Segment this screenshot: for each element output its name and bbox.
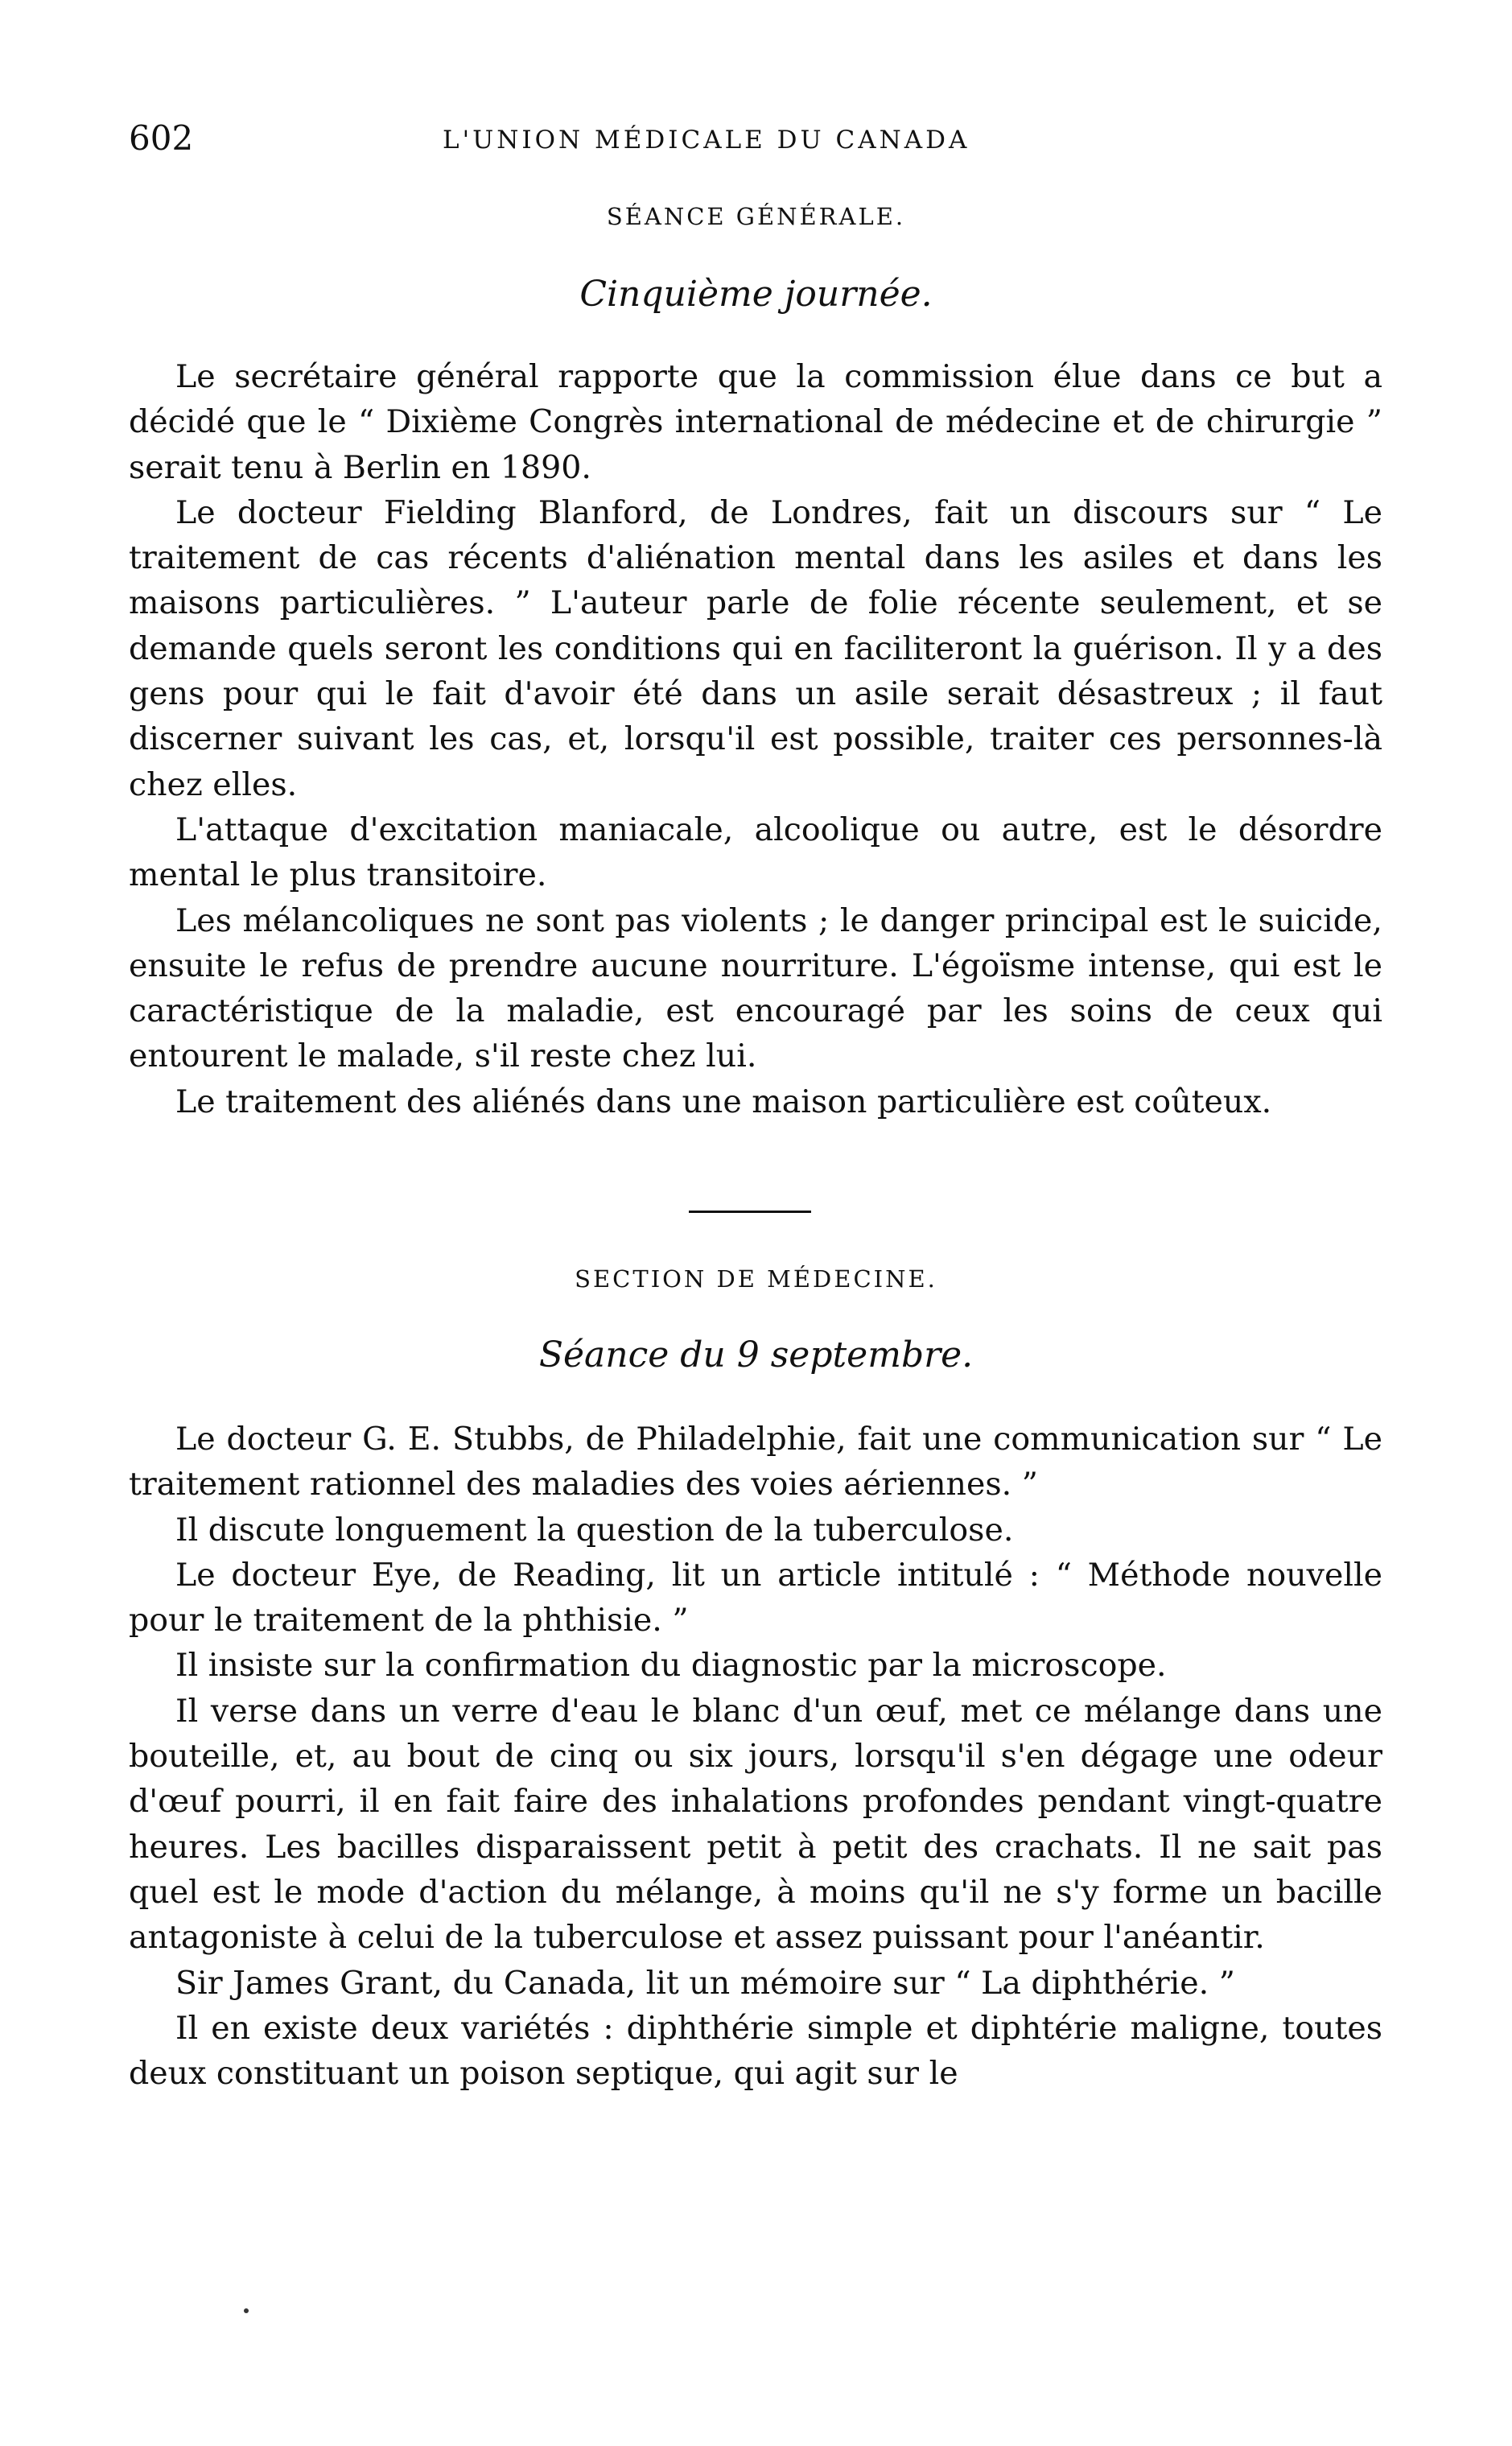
paragraph: Le docteur Fielding Blanford, de Londres, fait un discours sur “ Le traitement de cas récents d'aliénation mental dans les asiles et dans les maisons particulières. ” L'auteur parle de folie récente seulement, et se demande quels seront les conditions qui en faciliteront la guérison. Il y a des gens pour qui le fait d'avoir été dans un asile serait désastreux ; il faut discerner suivant les cas, et, lorsqu'il est possible, traiter ces personnes-là chez elles. bbox=[129, 493, 1382, 803]
running-title: L'UNION MÉDICALE DU CANADA bbox=[443, 126, 970, 155]
ink-speck bbox=[244, 2308, 249, 2313]
paragraph: Il verse dans un verre d'eau le blanc d'un œuf, met ce mélange dans une bouteille, et, au bout de cinq ou six jours, lorsqu'il s'en dégage une odeur d'œuf pourri, il en fait faire des inhalations profondes pendant vingt-quatre heures. Les bacilles disparaissent petit à petit des crachats. Il ne sait pas quel est le mode d'action du mélange, à moins qu'il ne s'y forme un bacille antagoniste à celui de la tuberculose et assez puissant pour l'anéantir. bbox=[129, 1692, 1382, 1957]
subheading-cinquieme-journee: Cinquième journée. bbox=[579, 274, 933, 315]
section-heading-section-de-medecine: SECTION DE MÉDECINE. bbox=[575, 1265, 937, 1293]
section-seance-generale-body bbox=[129, 354, 1382, 1124]
subheading-seance-9-septembre: Séance du 9 septembre. bbox=[538, 1334, 974, 1376]
section-medecine-body bbox=[129, 1417, 1382, 2096]
section-divider bbox=[689, 1211, 811, 1213]
paragraph: Le secrétaire général rapporte que la commission élue dans ce but a décidé que le “ Dixième Congrès international de médecine et de chirurgie ” serait tenu à Berlin en 1890. bbox=[129, 358, 1382, 486]
paragraph: Il discute longuement la question de la tuberculose. bbox=[175, 1511, 1014, 1549]
page-number: 602 bbox=[129, 118, 194, 158]
paragraph: Le docteur G. E. Stubbs, de Philadelphie, fait une communication sur “ Le traitement rationnel des maladies des voies aériennes. ” bbox=[129, 1421, 1382, 1503]
paragraph: Le traitement des aliénés dans une maison particulière est coûteux. bbox=[175, 1083, 1272, 1120]
paragraph: Sir James Grant, du Canada, lit un mémoire sur “ La diphthérie. ” bbox=[175, 1964, 1235, 2002]
paragraph: Le docteur Eye, de Reading, lit un article intitulé : “ Méthode nouvelle pour le traitement de la phthisie. ” bbox=[129, 1556, 1382, 1640]
paragraph: Il insiste sur la confirmation du diagnostic par la microscope. bbox=[175, 1647, 1167, 1685]
running-head bbox=[129, 114, 1382, 163]
paragraph: Les mélancoliques ne sont pas violents ; le danger principal est le suicide, ensuite le refus de prendre aucune nourriture. L'égoïsme intense, qui est le caractéristique de la maladie, est encouragé par les soins de ceux qui entourent le malade, s'il reste chez lui. bbox=[129, 901, 1382, 1075]
paragraph: L'attaque d'excitation maniacale, alcoolique ou autre, est le désordre mental le plus transitoire. bbox=[129, 811, 1382, 894]
paragraph: Il en existe deux variétés : diphthérie simple et diphtérie maligne, toutes deux constituant un poison septique, qui agit sur le bbox=[129, 2009, 1382, 2093]
section-heading-seance-generale: SÉANCE GÉNÉRALE. bbox=[606, 203, 906, 230]
